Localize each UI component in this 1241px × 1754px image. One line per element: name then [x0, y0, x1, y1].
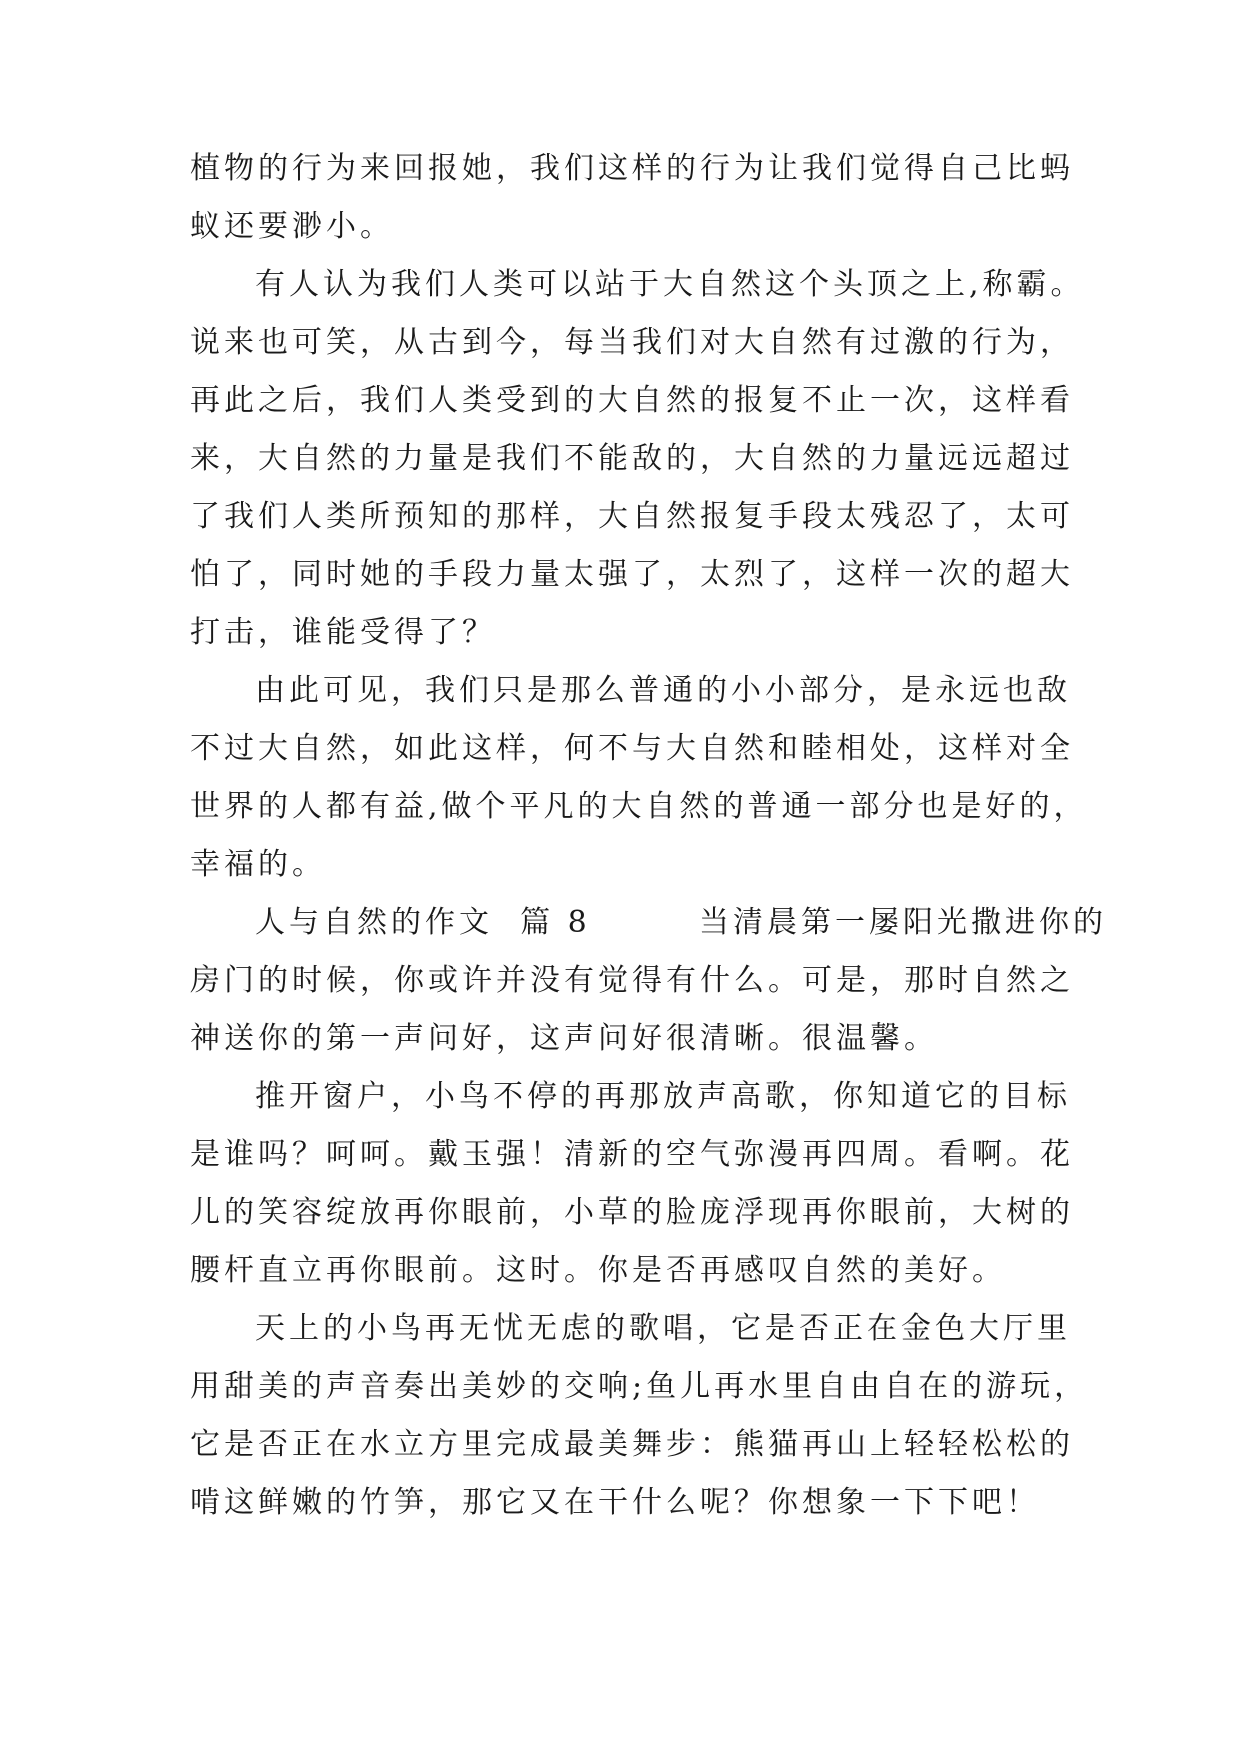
text-line: 它是否正在水立方里完成最美舞步：熊猫再山上轻轻松松的 — [190, 1427, 1074, 1462]
text-line: 了我们人类所预知的那样，大自然报复手段太残忍了，太可 — [190, 499, 1074, 534]
paragraph-start-line: 有人认为我们人类可以站于大自然这个头顶之上,称霸。 — [255, 267, 1085, 302]
text-line: 房门的时候，你或许并没有觉得有什么。可是，那时自然之 — [190, 963, 1074, 998]
text-line: 世界的人都有益,做个平凡的大自然的普通一部分也是好的， — [190, 789, 1088, 824]
text-line: 神送你的第一声问好，这声问好很清晰。很温馨。 — [190, 1021, 938, 1056]
section-heading-line: 人与自然的作文 篇 8 当清晨第一屡阳光撒进你的 — [255, 905, 1107, 940]
text-line: 再此之后，我们人类受到的大自然的报复不止一次，这样看 — [190, 383, 1074, 418]
text-line: 来，大自然的力量是我们不能敌的，大自然的力量远远超过 — [190, 441, 1074, 476]
text-line: 是谁吗？呵呵。戴玉强！清新的空气弥漫再四周。看啊。花 — [190, 1137, 1074, 1172]
text-line: 幸福的。 — [190, 847, 326, 882]
text-line: 儿的笑容绽放再你眼前，小草的脸庞浮现再你眼前，大树的 — [190, 1195, 1074, 1230]
text-line: 用甜美的声音奏出美妙的交响;鱼儿再水里自由自在的游玩， — [190, 1369, 1089, 1404]
text-line: 啃这鲜嫩的竹笋，那它又在干什么呢？你想象一下下吧！ — [190, 1485, 1040, 1520]
text-line: 说来也可笑，从古到今，每当我们对大自然有过激的行为， — [190, 325, 1074, 360]
paragraph-start-line: 推开窗户，小鸟不停的再那放声高歌，你知道它的目标 — [255, 1079, 1071, 1114]
text-line: 怕了，同时她的手段力量太强了，太烈了，这样一次的超大 — [190, 557, 1074, 592]
text-line: 蚁还要渺小。 — [190, 209, 394, 244]
paragraph-start-line: 由此可见，我们只是那么普通的小小部分，是永远也敌 — [255, 673, 1071, 708]
text-line: 植物的行为来回报她，我们这样的行为让我们觉得自己比蚂 — [190, 151, 1074, 186]
text-line: 打击，谁能受得了？ — [190, 615, 496, 650]
paragraph-start-line: 天上的小鸟再无忧无虑的歌唱，它是否正在金色大厅里 — [255, 1311, 1071, 1346]
text-line: 不过大自然，如此这样，何不与大自然和睦相处，这样对全 — [190, 731, 1074, 766]
text-line: 腰杆直立再你眼前。这时。你是否再感叹自然的美好。 — [190, 1253, 1006, 1288]
